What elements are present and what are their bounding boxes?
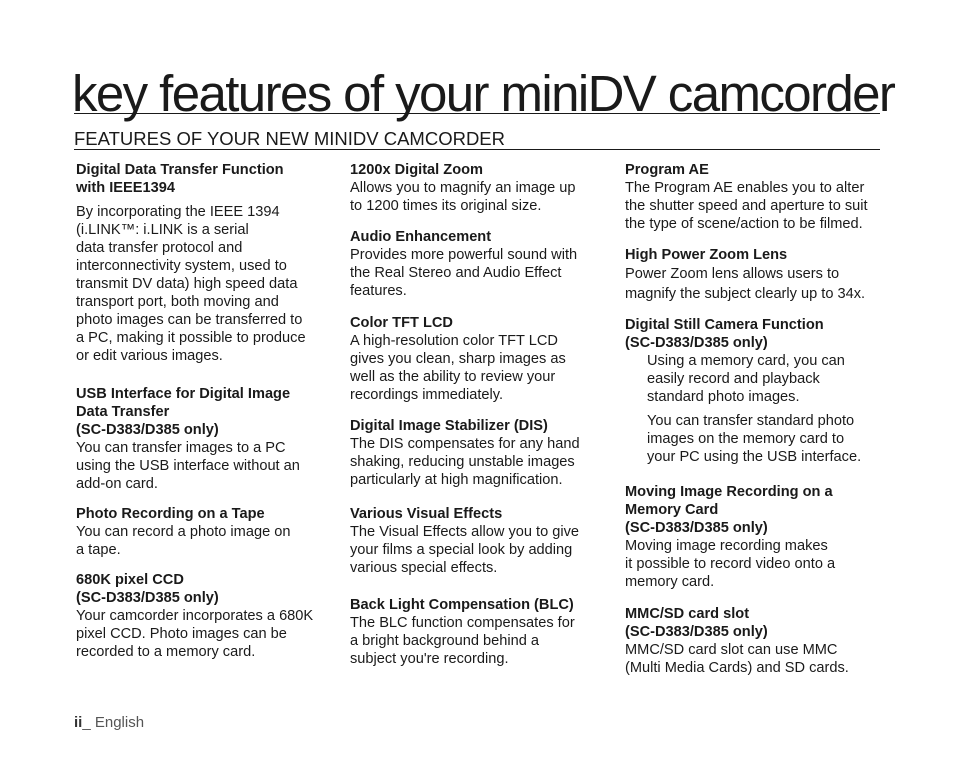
feature-title: 1200x Digital Zoom (350, 162, 484, 178)
feature-title: Digital Still Camera Function (SC-D383/D385 only) (625, 317, 824, 351)
page-title: key features of your miniDV camcorder (72, 65, 895, 122)
feature-title: High Power Zoom Lens (625, 247, 788, 263)
feature-digital-zoom (350, 161, 612, 215)
feature-title: Moving Image Recording on a Memory Card (SC-D383/D385 only) (625, 484, 833, 536)
feature-description: You can record a photo image on a tape. (76, 524, 291, 558)
feature-description: The Visual Effects allow you to give your films a special look by adding various special effects. (350, 524, 580, 576)
feature-dis (350, 417, 612, 489)
feature-usb-interface (76, 385, 338, 493)
feature-program-ae (625, 161, 887, 233)
feature-audio-enhancement (350, 228, 612, 300)
feature-title: Audio Enhancement (350, 229, 492, 245)
feature-zoom-lens (625, 246, 887, 304)
feature-description: By incorporating the IEEE 1394 (i.LINK™: i.LINK is a serial data transfer protocol and interconnectivity system, used to transmit DV data) high speed data transport port, both moving and photo images can be transferred to a PC, making it possible to produce or edit various images. (76, 204, 306, 364)
feature-title: Digital Image Stabilizer (DIS) (350, 418, 548, 434)
footer-separator: _ (82, 714, 95, 731)
feature-description: MMC/SD card slot can use MMC (Multi Media Cards) and SD cards. (625, 642, 849, 676)
feature-title: Various Visual Effects (350, 506, 503, 522)
feature-blc (350, 596, 612, 668)
feature-ccd (76, 571, 338, 661)
feature-column-3 (625, 161, 887, 688)
feature-description: The Program AE enables you to alter the shutter speed and aperture to suit the type of scene/action to be filmed. (625, 180, 868, 232)
section-divider (74, 149, 880, 150)
feature-title: Program AE (625, 162, 709, 178)
title-divider (74, 113, 880, 114)
feature-digital-still-camera (625, 316, 887, 466)
feature-mmc-sd-slot (625, 605, 887, 677)
feature-title: 680K pixel CCD (SC-D383/D385 only) (76, 572, 219, 606)
feature-title: Digital Data Transfer Function with IEEE1394 (76, 162, 284, 196)
feature-description: The DIS compensates for any hand shaking, reducing unstable images particularly at high magnification. (350, 436, 580, 488)
feature-description: Provides more powerful sound with the Real Stereo and Audio Effect features. (350, 247, 578, 299)
feature-title: USB Interface for Digital Image Data Transfer (SC-D383/D385 only) (76, 386, 291, 438)
feature-title: Color TFT LCD (350, 315, 453, 331)
feature-color-tft-lcd (350, 314, 612, 404)
feature-description: Moving image recording makes it possible to record video onto a memory card. (625, 538, 836, 590)
feature-photo-recording (76, 505, 338, 559)
feature-title: Photo Recording on a Tape (76, 506, 265, 522)
feature-title: MMC/SD card slot (SC-D383/D385 only) (625, 606, 768, 640)
feature-column-1 (76, 161, 338, 672)
page-number: ii (74, 714, 83, 731)
feature-description: Allows you to magnify an image up to 1200 times its original size. (350, 180, 576, 214)
feature-column-2 (350, 161, 612, 679)
feature-description: You can transfer images to a PC using the USB interface without an add-on card. (76, 440, 300, 492)
feature-moving-image-recording (625, 483, 887, 591)
section-heading: FEATURES OF YOUR NEW MINIDV CAMCORDER (74, 128, 506, 149)
footer-language: English (94, 714, 145, 731)
feature-visual-effects (350, 505, 612, 577)
page-footer (74, 714, 144, 732)
feature-description: Power Zoom lens allows users to magnify the subject clearly up to 34x. (625, 266, 866, 302)
feature-ieee1394 (76, 161, 338, 365)
feature-description-extra: You can transfer standard photo images on the memory card to your PC using the USB interface. (647, 413, 862, 465)
feature-description: Using a memory card, you can easily record and playback standard photo images. (647, 353, 845, 405)
feature-description: The BLC function compensates for a bright background behind a subject you're recording. (350, 615, 575, 667)
feature-description: A high-resolution color TFT LCD gives you clean, sharp images as well as the ability to review your recordings immediately. (350, 333, 566, 403)
feature-title: Back Light Compensation (BLC) (350, 597, 574, 613)
feature-description: Your camcorder incorporates a 680K pixel CCD. Photo images can be recorded to a memory card. (76, 608, 314, 660)
